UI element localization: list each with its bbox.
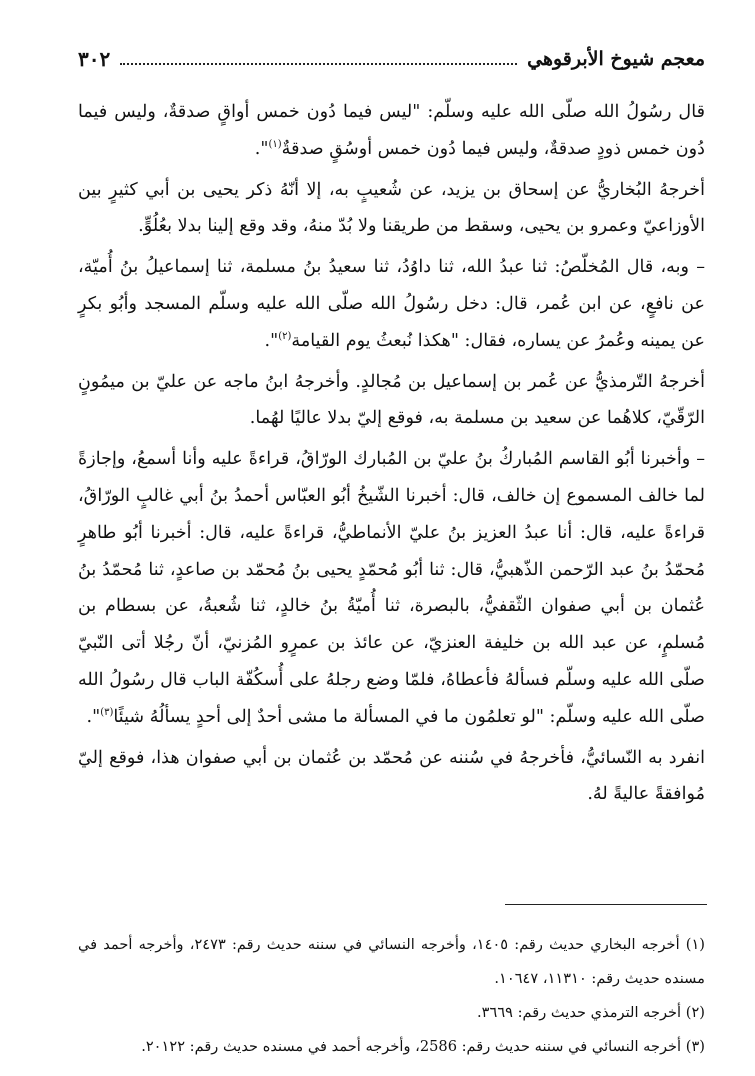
paragraph: – وبه، قال المُخلّصُ: ثنا عبدُ الله، ثنا داوُدُ، ثنا سعيدُ بنُ مسلمة، ثنا إسماعيلُ بنُ أُميّة، عن نافعٍ، عن ابن عُمر، قال: دخل رسُولُ الله صلّى الله عليه وسلّم المسجد وأبُو بكرٍ عن يمينه وعُمرُ عن يساره، فقال: "هكذا نُبعثُ يوم القيامة$^{(٢)}$".	[78, 257, 705, 351]
footnote-ref: (٢)	[278, 330, 292, 342]
paragraph: انفرد به النّسائيُّ، فأخرجهُ في سُننه عن مُحمّد بن عُثمان بن أبي صفوان هذا، فوقع إليّ مُوافقةً عاليةً لهُ.	[78, 747, 705, 805]
main-text	[78, 94, 705, 817]
footnote: (٢) أخرجه الترمذي حديث رقم: ٣٦٦٩.	[477, 1004, 705, 1021]
footnote: (١) أخرجه البخاري حديث رقم: ١٤٠٥، وأخرجه النسائي في سننه حديث رقم: ٢٤٧٣، وأخرجه أحمد في مسنده حديث رقم: ١١٣١٠، ١٠٦٤٧.	[78, 936, 705, 987]
footnote: (٣) أخرجه النسائي في سننه حديث رقم: 2586، وأخرجه أحمد في مسنده حديث رقم: ٢٠١٢٢.	[141, 1038, 705, 1055]
paragraph: أخرجهُ التّرمذيُّ عن عُمر بن إسماعيل بن مُجالدٍ. وأخرجهُ ابنُ ماجه عن عليّ بن ميمُونٍ الرّقّيّ، كلاهُما عن سعيد بن مسلمة به، فوقع إليّ بدلا عاليًا لهُما.	[78, 371, 705, 429]
page-header	[78, 44, 705, 74]
running-title: معجم شيوخ الأبرقوهي	[527, 48, 705, 70]
footnote-ref: (١)	[268, 138, 282, 150]
paragraph: قال رسُولُ الله صلّى الله عليه وسلّم: "ليس فيما دُون خمس أواقٍ صدقةٌ، وليس فيما دُون خمس ذودٍ صدقةٌ، وليس فيما دُون خمس أوسُقٍ صدقةٌ$^{(١)}$".	[78, 102, 705, 159]
footnote-ref: (٣)	[100, 706, 114, 718]
footnote-divider	[505, 904, 707, 905]
page-number: ٣٠٢	[78, 47, 111, 71]
paragraph: أخرجهُ البُخاريُّ عن إسحاق بن يزيد، عن شُعيبٍ به، إلا أنّهُ ذكر يحيى بن أبي كثيرٍ بين الأوزاعيّ وعمرو بن يحيى، وسقط من طريقنا ولا بُدّ منهُ، وقد وقع إلينا بدلا بعُلُوٍّ.	[78, 179, 705, 237]
footnotes	[78, 928, 705, 1064]
header-leader-dots	[120, 53, 517, 65]
paragraph: – وأخبرنا أبُو القاسم المُباركُ بنُ عليّ بن المُبارك الورّاقُ، قراءةً عليه وأنا أسمعُ، وإجازةً لما خالف المسموع إن خالف، قال: أخبرنا الشّيخُ أبُو العبّاس أحمدُ بنُ أبي غالبٍ الورّاقُ، قراءةً عليه، قال: أنا عبدُ العزيز بنُ عليّ الأنماطيُّ، قراءةً عليه، قال: أخبرنا أبُو طاهرٍ مُحمّدُ بنُ عبد الرّحمن الذّهبيُّ، قال: ثنا أبُو مُحمّدٍ يحيى بنُ مُحمّد بن صاعدٍ، ثنا مُحمّدُ بنُ عُثمان بن أبي صفوان الثّقفيُّ، بالبصرة، ثنا أُميّةُ بنُ خالدٍ، ثنا شُعبةُ، عن بسطام بن مُسلمٍ، عن عبد الله بن خليفة العنزيّ، عن عائذ بن عمرٍو المُزنيّ، أنّ رجُلا أتى النّبيّ صلّى الله عليه وسلّم فسألهُ فأعطاهُ، فلمّا وضع رجلهُ على أُسكُفّة الباب قال رسُولُ الله صلّى الله عليه وسلّم: "لو تعلمُون ما في المسألة ما مشى أحدٌ إلى أحدٍ يسألُهُ شيئًا$^{(٣)}$".	[78, 449, 705, 727]
